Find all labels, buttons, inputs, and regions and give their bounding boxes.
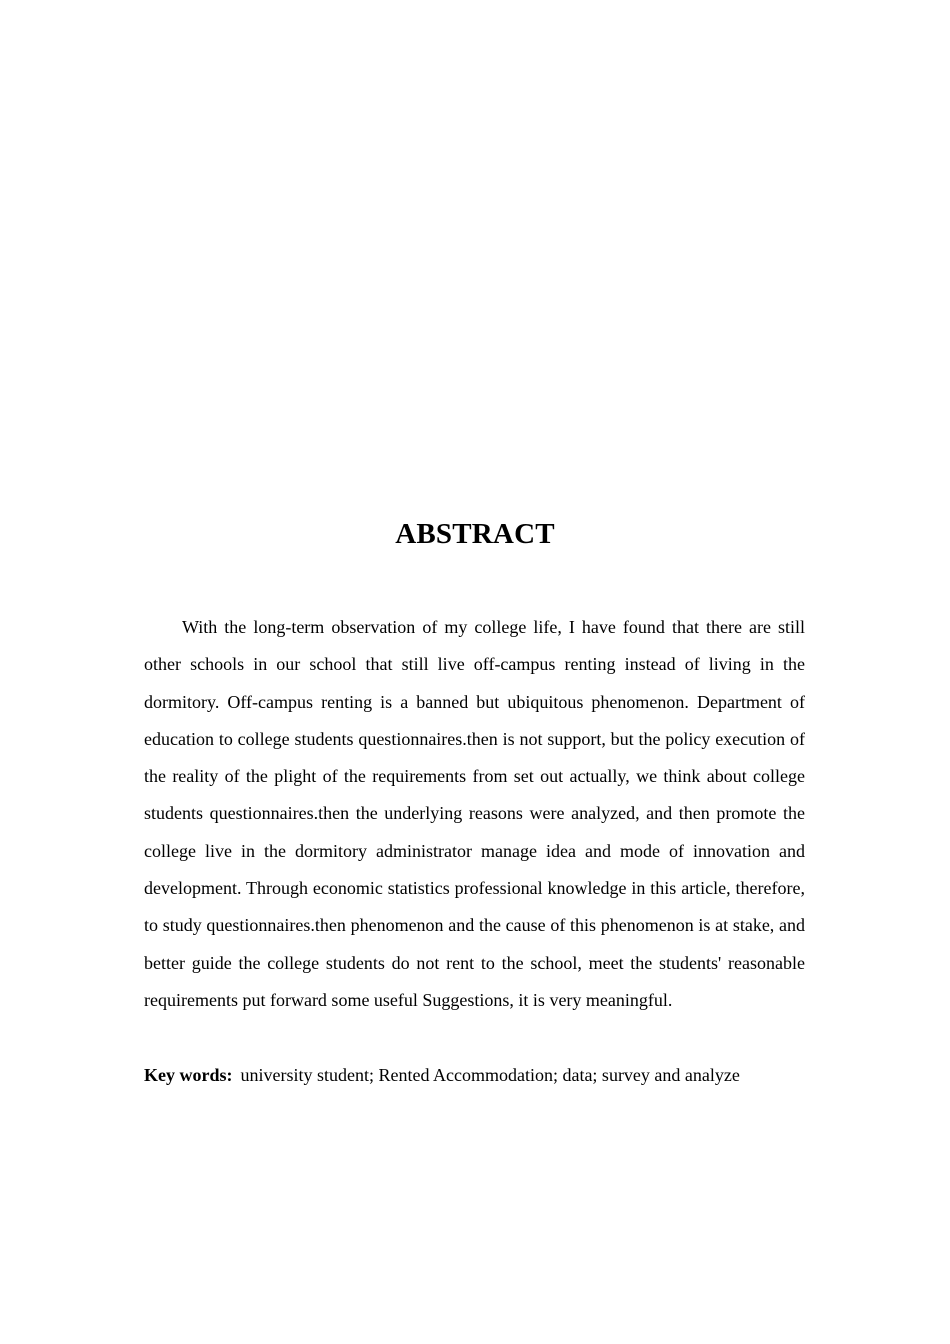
abstract-title: ABSTRACT bbox=[395, 518, 555, 550]
abstract-body: With the long-term observation of my college life, I have found that there are still other schools in our school that still live off-campus renting instead of living in the dormitory. Off-campus renting is a banned but ubiquitous phenomenon. Department of education to college students questionnaires.then is not support, but the policy execution of the reality of the plight of the requirements from set out actually, we think about college students questionnaires.then the underlying reasons were analyzed, and then promote the college live in the dormitory administrator manage idea and mode of innovation and development. Through economic statistics professional knowledge in this article, therefore, to study questionnaires.then phenomenon and the cause of this phenomenon is at stake, and better guide the college students do not rent to the school, meet the students' reasonable requirements put forward some useful Suggestions, it is very meaningful. bbox=[144, 617, 805, 1010]
keywords-text: university student; Rented Accommodation; data; survey and analyze bbox=[240, 1065, 740, 1085]
keywords-label: Key words: bbox=[144, 1065, 233, 1085]
keywords-line bbox=[144, 1061, 844, 1089]
